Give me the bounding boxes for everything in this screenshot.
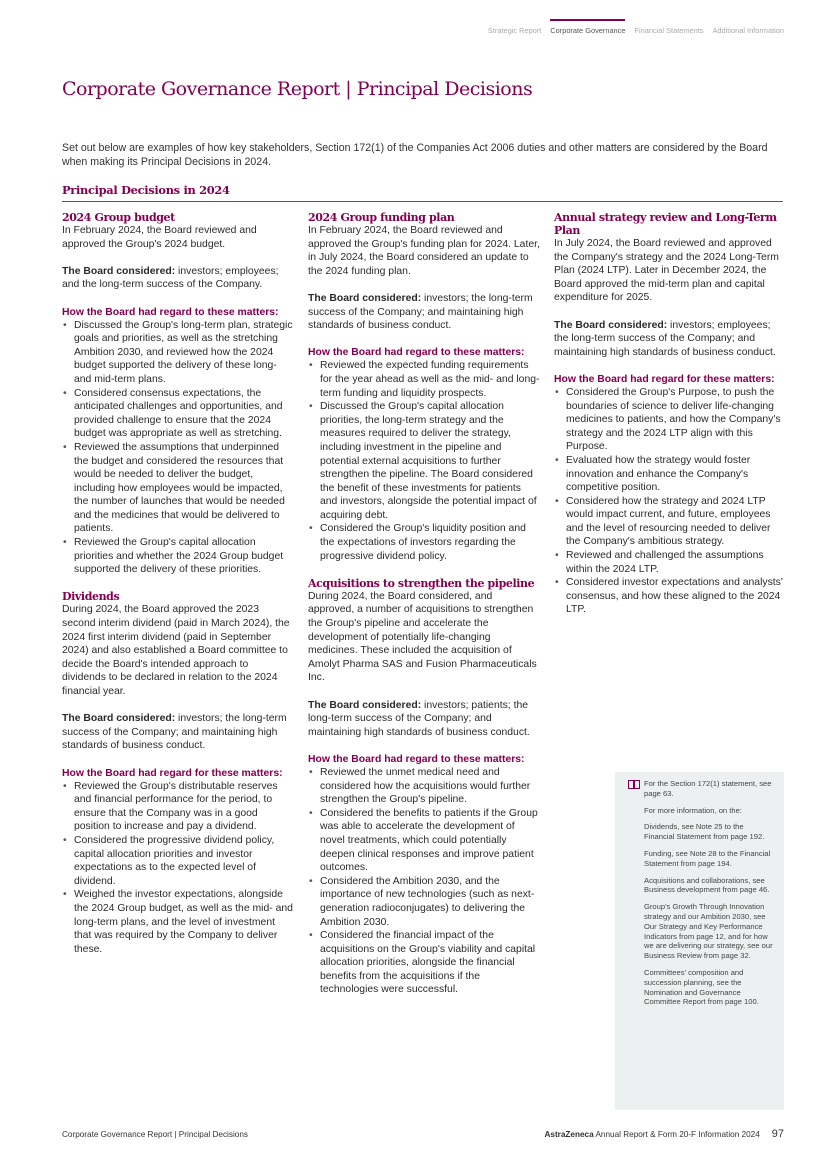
acquisitions-considered [308,699,540,740]
acquisitions-text: During 2024, the Board considered, and approved, a number of acquisitions to strengthen the Group's pipeline and accelerate the development of potentially life-changing medicines. These included the acquisition of Amolyt Pharma SAS and Fusion Pharmaceuticals Inc. [308,590,537,684]
funding-considered-text: investors; the long-term success of the Company; and maintaining high standards of business conduct. [308,292,533,332]
funding-bullets [308,359,540,563]
top-navigation [488,26,784,35]
page-number: 97 [771,1128,784,1140]
dividends-considered-label: The Board considered: [62,713,176,725]
sidebar-ref-acquisitions[interactable]: Acquisitions and collaborations, see Business development from page 46. [644,875,770,895]
sidebar-more-info: For more information, on the: [644,805,742,815]
acquisitions-bullets [308,766,540,997]
acquisitions-regard-heading: How the Board had regard to these matters: [308,753,525,765]
list-item: • Weighed the investor expectations, alongside the 2024 Group budget, as well as the mid- and long-term plans, and the level of investment that was required by the Company to deliver these. [74,888,294,956]
funding-text: In February 2024, the Board reviewed and approved the Group's funding plan for 2024. Later, in July 2024, the Board considered an update to the 2024 funding plan. [308,225,540,277]
title-main: Corporate Governance Report [62,78,340,100]
budget-considered-label: The Board considered: [62,265,176,277]
strategy-heading: Annual strategy review and Long-Term Plan [554,211,777,237]
nav-corporate-governance[interactable]: Corporate Governance [550,26,626,35]
funding-considered-label: The Board considered: [308,292,422,304]
budget-bullets [62,319,294,577]
dividends-considered-text: investors; the long-term success of the Company; and maintaining high standards of business conduct. [62,713,287,752]
acquisitions-heading: Acquisitions to strengthen the pipeline [308,576,535,590]
list-item: • Considered the Ambition 2030, and the importance of new technologies (such as next-generation radioconjugates) to delivering the Ambition 2030. [320,875,540,929]
dividends-considered [62,712,294,753]
strategy-considered-text: investors; employees; the long-term success of the Company; and maintaining high standards of business conduct. [554,319,776,358]
list-item: • Considered the Group's liquidity position and the expectations of investors regarding the progressive dividend policy. [320,522,540,563]
reference-sidebar [615,772,784,1110]
list-item: • Reviewed the assumptions that underpinned the budget and considered the resources that would be needed to deliver the budget, including how employees would be impacted, the number of launches that would be needed and the medicines that would be delivered to patients. [74,441,294,536]
list-item: • Discussed the Group's long-term plan, strategic goals and priorities, as well as the stretching Ambition 2030, and reviewed how the 2024 budget supported the delivery of these long- and mid-term plans. [74,319,294,387]
budget-considered-text: investors; employees; and the long-term success of the Company. [62,265,279,291]
dividends-regard-heading: How the Board had regard for these matters: [62,767,283,779]
strategy-considered-label: The Board considered: [554,319,668,331]
title-separator: | [339,78,357,100]
footer-report-info [544,1128,784,1140]
list-item: • Considered the Group's Purpose, to push the boundaries of science to deliver life-changing medicines to patients, and how the Company's strategy and the 2024 LTP align with this Purpose. [566,386,786,454]
list-item: • Reviewed and challenged the assumptions within the 2024 LTP. [566,549,786,576]
footer-report-name: Annual Report & Form 20-F Information 2024 [593,1130,760,1139]
title-sub: Principal Decisions [356,78,533,100]
budget-text: In February 2024, the Board reviewed and approved the Group's 2024 budget. [62,225,257,250]
sidebar-ref-section172[interactable]: For the Section 172(1) statement, see page 63. [644,779,772,798]
page-title [62,78,532,100]
budget-regard-heading: How the Board had regard to these matters: [62,306,279,318]
list-item: • Considered investor expectations and analysts' consensus, and how these aligned to the 2024 LTP. [566,576,786,617]
list-item: • Reviewed the expected funding requirements for the year ahead as well as the mid- and long-term funding and liquidity prospects. [320,359,540,400]
column-1 [62,211,294,970]
acquisitions-considered-text: investors; patients; the long-term success of the Company; and maintaining high standards of business conduct. [308,699,530,738]
list-item: • Considered how the strategy and 2024 LTP would impact current, and future, employees and the level of resourcing needed to deliver the Company's ambitious strategy. [566,495,786,549]
funding-heading: 2024 Group funding plan [308,211,455,224]
list-item: • Evaluated how the strategy would foster innovation and enhance the Company's competitive position. [566,454,786,495]
footer-brand: AstraZeneca [544,1130,594,1139]
list-item: • Considered the progressive dividend policy, capital allocation priorities and investor expectations as to the expected level of dividend. [74,834,294,888]
sidebar-ref-dividends[interactable]: Dividends, see Note 25 to the Financial Statement from page 192. [644,822,765,842]
list-item: • Considered the benefits to patients if the Group was able to accelerate the development of novel treatments, which could potentially deepen clinical responses and improve patient outcomes. [320,807,540,875]
strategy-text: In July 2024, the Board reviewed and approved the Company's strategy and the 2024 Long-Term Plan (2024 LTP). Later in December 2024, the Board approved the mid-term plan and capital expenditure for 2025. [554,238,779,304]
dividends-heading: Dividends [62,590,120,604]
sidebar-ref-strategy[interactable]: Group's Growth Through Innovation strategy and our Ambition 2030, see Our Strategy and Key Performance Indicators from page 12, and for how we are delivering our strategy, see our Business Review from page 32. [644,902,773,961]
nav-strategic-report[interactable]: Strategic Report [487,26,542,35]
budget-considered [62,265,294,292]
sidebar-ref-funding[interactable]: Funding, see Note 28 to the Financial Statement from page 194. [644,848,771,868]
funding-considered [308,292,540,333]
column-3 [554,211,786,631]
list-item: • Considered the financial impact of the acquisitions on the Group's viability and capital allocation priorities, alongside the financial benefits from the acquisitions if the technologies were successful. [320,929,540,997]
acquisitions-considered-label: The Board considered: [308,699,422,711]
strategy-considered [554,319,786,360]
sidebar-ref-committees[interactable]: Committees' composition and succession planning, see the Nomination and Governance Committee Report from page 100. [644,967,759,1007]
section-heading: Principal Decisions in 2024 [62,183,783,202]
nav-additional-information[interactable]: Additional Information [712,26,784,35]
footer-section-label: Corporate Governance Report | Principal Decisions [62,1130,248,1139]
list-item: • Considered consensus expectations, the anticipated challenges and opportunities, and provided challenge to ensure that the 2024 budget was appropriate as well as stretching. [74,387,294,441]
list-item: • Discussed the Group's capital allocation priorities, the long-term strategy and the measures required to deliver the strategy, including investment in the pipeline and potential external acquisitions to further strengthen the pipeline. The Board considered the benefit of these investments for patients and investors, alongside the potential impact of acquiring debt. [320,400,540,522]
strategy-bullets [554,386,786,617]
intro-paragraph: Set out below are examples of how key stakeholders, Section 172(1) of the Companies Act 2006 duties and other matters are considered by the Board when making its Principal Decisions in 2024. [62,142,768,168]
column-2 [308,211,540,1011]
list-item: • Reviewed the Group's capital allocation priorities and whether the 2024 Group budget supported the delivery of these priorities. [74,536,294,577]
budget-heading: 2024 Group budget [62,211,175,224]
list-item: • Reviewed the Group's distributable reserves and financial performance for the period, to ensure that the Company was in a good position to increase and pay a dividend. [74,780,294,834]
book-icon [628,780,640,789]
funding-regard-heading: How the Board had regard to these matters: [308,347,525,359]
list-item: • Reviewed the unmet medical need and considered how the acquisitions would further strengthen the Group's pipeline. [320,766,540,807]
dividends-text: During 2024, the Board approved the 2023 second interim dividend (paid in March 2024), the 2024 first interim dividend (paid in September 2024) and also established a Board committee to decide the Board's intended approach to dividends to be declared in relation to the 2024 financial year. [62,604,290,697]
strategy-regard-heading: How the Board had regard for these matters: [554,373,775,385]
dividends-bullets [62,780,294,957]
nav-financial-statements[interactable]: Financial Statements [634,26,704,35]
